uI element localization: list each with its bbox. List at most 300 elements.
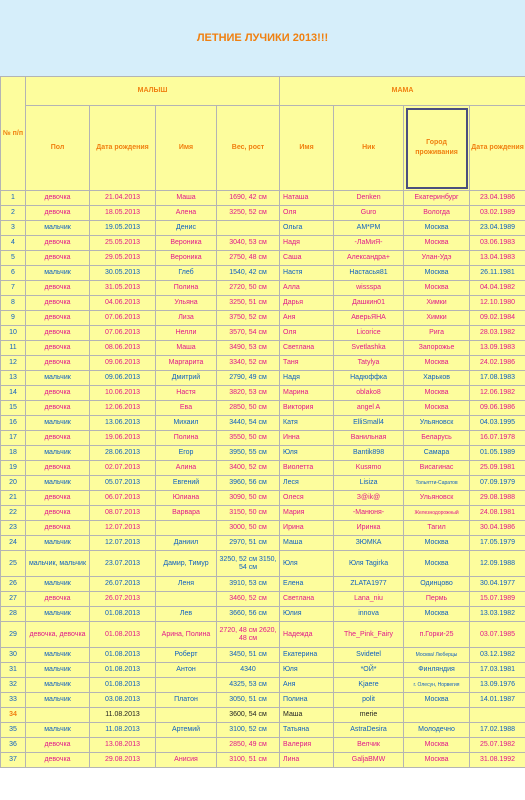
table-row [1,266,525,281]
cell-mom-name: Инна [280,431,334,446]
cell-name: Леня [156,577,217,592]
cell-mom-name: Татьяна [280,723,334,738]
cell-nick: АверьЯНА [334,311,404,326]
title-band [0,0,525,77]
cell-num: 2 [1,206,26,221]
cell-birth: 03.08.2013 [90,693,156,708]
cell-gender: девочка [26,401,90,416]
cell-mom-birth: 15.07.1989 [470,592,525,607]
cell-city: Химки [404,296,470,311]
cell-mom-birth: 30.04.1986 [470,521,525,536]
cell-gender: мальчик [26,577,90,592]
cell-name: Даниил [156,536,217,551]
cell-name: Артемий [156,723,217,738]
cell-mom-name: Леся [280,476,334,491]
table-row [1,693,525,708]
cell-birth: 19.06.2013 [90,431,156,446]
cell-nick: ЗЮМКА [334,536,404,551]
cell-city: Запорожье [404,341,470,356]
cell-mom-birth: 09.02.1984 [470,311,525,326]
cell-city: Тольятти-Саратов [404,476,470,491]
cell-num: 13 [1,371,26,386]
table-row [1,577,525,592]
cell-nick: innova [334,607,404,622]
cell-name [156,708,217,723]
cell-num: 36 [1,738,26,753]
cell-mom-name: Светлана [280,341,334,356]
cell-birth: 25.05.2013 [90,236,156,251]
cell-mom-name: Ирина [280,521,334,536]
cell-mom-name: Саша [280,251,334,266]
cell-mom-name: Юлия [280,607,334,622]
table-row [1,386,525,401]
cell-mom-birth: 24.02.1986 [470,356,525,371]
cell-nick: Svetlashka [334,341,404,356]
cell-city: Москва [404,356,470,371]
cell-mom-name: Оля [280,206,334,221]
cell-weight: 3150, 50 см [217,506,280,521]
cell-weight: 3250, 52 см 3150, 54 см [217,551,280,577]
cell-weight: 3450, 51 см [217,648,280,663]
cell-weight: 2720, 50 см [217,281,280,296]
cell-name [156,592,217,607]
cell-nick: merie [334,708,404,723]
table-row [1,461,525,476]
cell-weight: 3340, 52 см [217,356,280,371]
cell-gender: мальчик [26,536,90,551]
cell-birth: 29.05.2013 [90,251,156,266]
cell-weight: 3100, 51 см [217,753,280,768]
cell-weight: 2720, 48 см 2620, 48 см [217,622,280,648]
cell-mom-name: Надя [280,236,334,251]
col-nick-header: Ник [334,106,404,191]
cell-nick: Велчик [334,738,404,753]
cell-nick: -Манюня- [334,506,404,521]
cell-birth: 12.07.2013 [90,521,156,536]
cell-nick: Александра+ [334,251,404,266]
table-row [1,506,525,521]
cell-city: Улан-Удэ [404,251,470,266]
cell-gender: девочка [26,491,90,506]
cell-gender: девочка [26,753,90,768]
cell-weight: 3960, 56 см [217,476,280,491]
cell-weight: 3460, 52 см [217,592,280,607]
cell-weight: 3400, 52 см [217,461,280,476]
cell-mom-name: Аня [280,678,334,693]
cell-mom-birth: 12.06.1982 [470,386,525,401]
cell-city [404,708,470,723]
table-row [1,678,525,693]
cell-name: Глеб [156,266,217,281]
cell-name: Платон [156,693,217,708]
cell-num: 31 [1,663,26,678]
cell-num: 9 [1,311,26,326]
table-row [1,341,525,356]
cell-mom-birth: 13.09.1983 [470,341,525,356]
cell-nick: Надюффка [334,371,404,386]
cell-birth: 31.05.2013 [90,281,156,296]
cell-gender: девочка [26,251,90,266]
cell-weight: 2790, 49 см [217,371,280,386]
cell-name: Полина [156,281,217,296]
cell-num: 7 [1,281,26,296]
cell-city: Тагил [404,521,470,536]
cell-mom-name: Надежда [280,622,334,648]
cell-gender: девочка [26,431,90,446]
cell-num: 16 [1,416,26,431]
group-baby-header: МАЛЫШ [26,77,280,106]
cell-weight: 4325, 53 см [217,678,280,693]
cell-gender [26,708,90,723]
cell-birth: 12.07.2013 [90,536,156,551]
col-birth-header: Дата рождения [90,106,156,191]
cell-nick: Kusяmo [334,461,404,476]
cell-gender: девочка [26,386,90,401]
cell-num: 24 [1,536,26,551]
cell-name: Юлиана [156,491,217,506]
cell-num: 12 [1,356,26,371]
cell-birth: 02.07.2013 [90,461,156,476]
cell-nick: Иринка [334,521,404,536]
cell-name: Лиза [156,311,217,326]
cell-birth: 09.06.2013 [90,371,156,386]
cell-mom-name: Лина [280,753,334,768]
cell-gender: девочка [26,461,90,476]
cell-num: 17 [1,431,26,446]
cell-mom-birth: 17.03.1981 [470,663,525,678]
table-row [1,326,525,341]
cell-mom-birth: 26.11.1981 [470,266,525,281]
cell-nick: wisssрa [334,281,404,296]
cell-city: Ульяновск [404,416,470,431]
cell-name [156,738,217,753]
table-row [1,431,525,446]
cell-mom-name: Алла [280,281,334,296]
table-row [1,622,525,648]
cell-num: 27 [1,592,26,607]
cell-nick: ElliSmall4 [334,416,404,431]
table-row [1,311,525,326]
cell-nick: -ЛаМиЯ- [334,236,404,251]
participants-table [0,76,525,768]
table-row [1,753,525,768]
cell-num: 11 [1,341,26,356]
cell-mom-name: Виктория [280,401,334,416]
cell-mom-birth [470,708,525,723]
cell-city: Ульяновск [404,491,470,506]
cell-nick: Ванильная [334,431,404,446]
table-row [1,476,525,491]
cell-mom-birth: 12.10.1980 [470,296,525,311]
cell-city: Москва [404,738,470,753]
cell-nick: AM*PM [334,221,404,236]
cell-name [156,521,217,536]
cell-weight: 2970, 51 см [217,536,280,551]
cell-num: 5 [1,251,26,266]
cell-birth: 19.05.2013 [90,221,156,236]
cell-city: Рига [404,326,470,341]
cell-name: Алина [156,461,217,476]
cell-num: 15 [1,401,26,416]
cell-num: 6 [1,266,26,281]
cell-mom-birth: 30.04.1977 [470,577,525,592]
cell-city: Москва [404,281,470,296]
cell-nick: З@ik@ [334,491,404,506]
cell-nick: Lana_niu [334,592,404,607]
cell-weight: 3570, 54 см [217,326,280,341]
table-row [1,191,525,206]
cell-num: 18 [1,446,26,461]
cell-city: п.Горки-25 [404,622,470,648]
cell-gender: мальчик [26,607,90,622]
cell-name: Настя [156,386,217,401]
cell-mom-name: Катя [280,416,334,431]
cell-nick: Настасья81 [334,266,404,281]
cell-birth: 01.08.2013 [90,663,156,678]
cell-mom-birth: 25.07.1982 [470,738,525,753]
cell-mom-birth: 17.08.1983 [470,371,525,386]
cell-num: 10 [1,326,26,341]
cell-city: Беларусь [404,431,470,446]
table-row [1,551,525,577]
cell-mom-birth: 17.02.1988 [470,723,525,738]
cell-gender: мальчик [26,663,90,678]
cell-weight: 1690, 42 см [217,191,280,206]
cell-weight [217,221,280,236]
cell-gender: мальчик [26,476,90,491]
col-name-header: Имя [156,106,217,191]
cell-mom-name: Виолетта [280,461,334,476]
cell-weight: 3100, 52 см [217,723,280,738]
cell-gender: девочка [26,191,90,206]
cell-weight: 2750, 48 см [217,251,280,266]
table-row [1,356,525,371]
cell-gender: мальчик [26,416,90,431]
cell-city: Москва [404,221,470,236]
cell-mom-name: Ольга [280,221,334,236]
cell-mom-birth: 03.06.1983 [470,236,525,251]
cell-mom-birth: 01.05.1989 [470,446,525,461]
cell-num: 1 [1,191,26,206]
table-row [1,281,525,296]
cell-nick: Guro [334,206,404,221]
cell-name: Егор [156,446,217,461]
cell-name: Нелли [156,326,217,341]
cell-gender: девочка [26,296,90,311]
cell-mom-birth: 24.08.1981 [470,506,525,521]
table-row [1,206,525,221]
cell-weight: 1540, 42 см [217,266,280,281]
table-row [1,738,525,753]
cell-nick: *ОЙ* [334,663,404,678]
table-row [1,251,525,266]
cell-num: 20 [1,476,26,491]
cell-name: Дмитрий [156,371,217,386]
cell-name: Полина [156,431,217,446]
cell-weight: 3250, 51 см [217,296,280,311]
cell-birth: 29.08.2013 [90,753,156,768]
cell-city: Вологда [404,206,470,221]
cell-weight: 2850, 50 см [217,401,280,416]
cell-birth: 18.05.2013 [90,206,156,221]
cell-gender: мальчик [26,723,90,738]
cell-name: Денис [156,221,217,236]
cell-mom-birth: 29.08.1988 [470,491,525,506]
cell-nick: polit [334,693,404,708]
cell-birth: 28.06.2013 [90,446,156,461]
cell-weight: 3040, 53 см [217,236,280,251]
cell-birth: 26.07.2013 [90,577,156,592]
cell-birth: 13.06.2013 [90,416,156,431]
cell-name: Маша [156,341,217,356]
cell-nick: angel A [334,401,404,416]
cell-nick: Denken [334,191,404,206]
cell-weight: 3250, 52 см [217,206,280,221]
col-weight-header: Вес, рост [217,106,280,191]
col-mom-name-header: Имя [280,106,334,191]
cell-birth: 01.08.2013 [90,678,156,693]
cell-nick: Svidetel [334,648,404,663]
cell-weight: 3050, 51 см [217,693,280,708]
cell-mom-name: Екатерина [280,648,334,663]
cell-num: 8 [1,296,26,311]
cell-gender: мальчик [26,678,90,693]
cell-mom-birth: 13.04.1983 [470,251,525,266]
cell-name: Антон [156,663,217,678]
cell-num: 29 [1,622,26,648]
cell-mom-birth: 07.09.1979 [470,476,525,491]
col-gender-header: Пол [26,106,90,191]
cell-name: Анисия [156,753,217,768]
table-row [1,416,525,431]
cell-weight: 3090, 50 см [217,491,280,506]
cell-city: Самара [404,446,470,461]
cell-num: 35 [1,723,26,738]
cell-name: Ульяна [156,296,217,311]
cell-gender: девочка [26,356,90,371]
cell-birth: 11.08.2013 [90,708,156,723]
cell-weight: 3550, 50 см [217,431,280,446]
cell-city: Финляндия [404,663,470,678]
cell-nick: AstraDesira [334,723,404,738]
cell-num: 25 [1,551,26,577]
cell-birth: 26.07.2013 [90,592,156,607]
cell-name: Лев [156,607,217,622]
cell-gender: девочка [26,592,90,607]
cell-mom-birth: 03.02.1989 [470,206,525,221]
cell-name: Евгений [156,476,217,491]
cell-mom-name: Юля [280,663,334,678]
cell-nick: GaljaBMW [334,753,404,768]
cell-city: Москва [404,236,470,251]
col-city-header[interactable]: Город проживания [404,106,470,191]
cell-num: 23 [1,521,26,536]
cell-birth: 11.08.2013 [90,723,156,738]
cell-name: Вероника [156,251,217,266]
cell-num: 26 [1,577,26,592]
cell-gender: девочка [26,521,90,536]
cell-weight: 2850, 49 см [217,738,280,753]
cell-num: 19 [1,461,26,476]
cell-mom-birth: 23.04.1986 [470,191,525,206]
cell-nick: Tatylya [334,356,404,371]
cell-num: 4 [1,236,26,251]
table-row [1,592,525,607]
cell-city: Железнодорожный [404,506,470,521]
cell-city: Москва/ Люберцы [404,648,470,663]
cell-city: Екатеринбург [404,191,470,206]
cell-weight: 3000, 50 см [217,521,280,536]
cell-birth: 08.06.2013 [90,341,156,356]
cell-city: Висагинас [404,461,470,476]
cell-gender: девочка, девочка [26,622,90,648]
cell-birth: 30.05.2013 [90,266,156,281]
cell-mom-name: Маша [280,536,334,551]
cell-weight: 3440, 54 см [217,416,280,431]
cell-weight: 3660, 56 см [217,607,280,622]
cell-birth: 09.06.2013 [90,356,156,371]
group-mom-header: МАМА [280,77,525,106]
cell-nick: Lisiza [334,476,404,491]
cell-weight: 3600, 54 см [217,708,280,723]
cell-city: Москва [404,266,470,281]
cell-num: 3 [1,221,26,236]
cell-birth: 01.08.2013 [90,648,156,663]
cell-mom-birth: 09.06.1986 [470,401,525,416]
cell-city: г. Олесун, Норвегия [404,678,470,693]
cell-nick: Kjaere [334,678,404,693]
cell-gender: мальчик [26,446,90,461]
cell-mom-name: Маша [280,708,334,723]
cell-mom-name: Настя [280,266,334,281]
cell-city: Химки [404,311,470,326]
cell-city: Москва [404,386,470,401]
cell-name: Маргарита [156,356,217,371]
cell-gender: девочка [26,281,90,296]
cell-birth: 07.06.2013 [90,311,156,326]
cell-mom-name: Олеся [280,491,334,506]
cell-mom-birth: 03.07.1985 [470,622,525,648]
cell-weight: 3910, 53 см [217,577,280,592]
table-row [1,536,525,551]
cell-city: Москва [404,536,470,551]
cell-mom-birth: 23.04.1989 [470,221,525,236]
cell-weight: 3820, 53 см [217,386,280,401]
table-row [1,491,525,506]
cell-city: Молодечно [404,723,470,738]
cell-mom-birth: 12.09.1988 [470,551,525,577]
cell-weight: 4340 [217,663,280,678]
cell-num: 28 [1,607,26,622]
cell-mom-name: Полина [280,693,334,708]
cell-nick: Bantik898 [334,446,404,461]
page-title: ЛЕТНИЕ ЛУЧИКИ 2013!!! [196,32,329,44]
cell-num: 32 [1,678,26,693]
col-mom-birth-header: Дата рождения [470,106,525,191]
cell-name: Варвара [156,506,217,521]
cell-birth: 23.07.2013 [90,551,156,577]
cell-city: Москва [404,607,470,622]
cell-mom-name: Юля [280,551,334,577]
cell-weight: 3750, 52 см [217,311,280,326]
cell-nick: oblako8 [334,386,404,401]
cell-city: Москва [404,693,470,708]
cell-mom-name: Елена [280,577,334,592]
cell-mom-birth: 13.03.1982 [470,607,525,622]
cell-birth: 01.08.2013 [90,607,156,622]
cell-name: Дамир, Тимур [156,551,217,577]
cell-gender: мальчик [26,648,90,663]
